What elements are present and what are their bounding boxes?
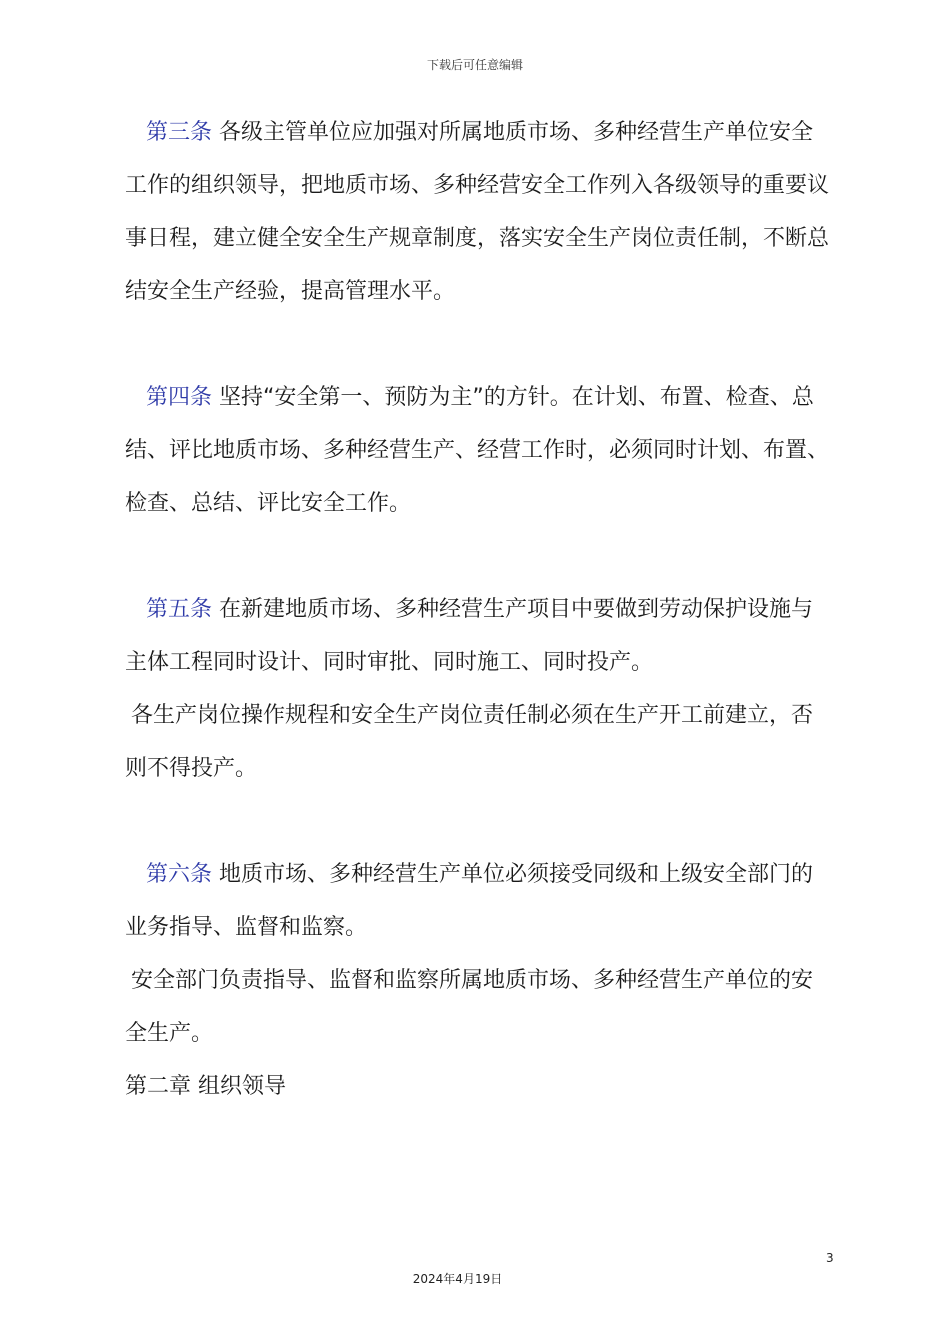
- page-header: 下载后可任意编辑: [426, 58, 523, 72]
- article-5-label: 第五条: [146, 597, 213, 622]
- article-6-sub: 安全部门负责指导、监督和监察所属地质市场、多种经营生产单位的安全生产。: [125, 968, 814, 1046]
- page-number: 3: [826, 1251, 834, 1265]
- article-6-text: 地质市场、多种经营生产单位必须接受同级和上级安全部门的业务指导、监督和监察。: [125, 862, 814, 940]
- article-4-text: 坚持“安全第一、预防为主”的方针。在计划、布置、检查、总结、评比地质市场、多种经营生产、经营工作时，必须同时计划、布置、检查、总结、评比安全工作。: [125, 385, 830, 516]
- article-3-text: 各级主管单位应加强对所属地质市场、多种经营生产单位安全工作的组织领导，把地质市场、多种经营安全工作列入各级领导的重要议事日程，建立健全安全生产规章制度，落实安全生产岗位责任制，不断总结安全生产经验，提高管理水平。: [125, 120, 830, 304]
- article-6: [125, 848, 830, 954]
- article-5-text: 在新建地质市场、多种经营生产项目中要做到劳动保护设施与主体工程同时设计、同时审批、同时施工、同时投产。: [125, 597, 814, 675]
- article-5: [125, 583, 830, 689]
- article-6-label: 第六条: [146, 862, 213, 887]
- article-4: [125, 371, 830, 530]
- footer-date: 2024年4月19日: [412, 1272, 503, 1286]
- document-body: [125, 106, 830, 1113]
- article-5-sub: 各生产岗位操作规程和安全生产岗位责任制必须在生产开工前建立，否则不得投产。: [125, 703, 814, 781]
- article-3-label: 第三条: [146, 120, 213, 145]
- article-3: [125, 106, 830, 318]
- chapter-title: 第二章 组织领导: [125, 1074, 286, 1099]
- article-4-label: 第四条: [146, 385, 213, 410]
